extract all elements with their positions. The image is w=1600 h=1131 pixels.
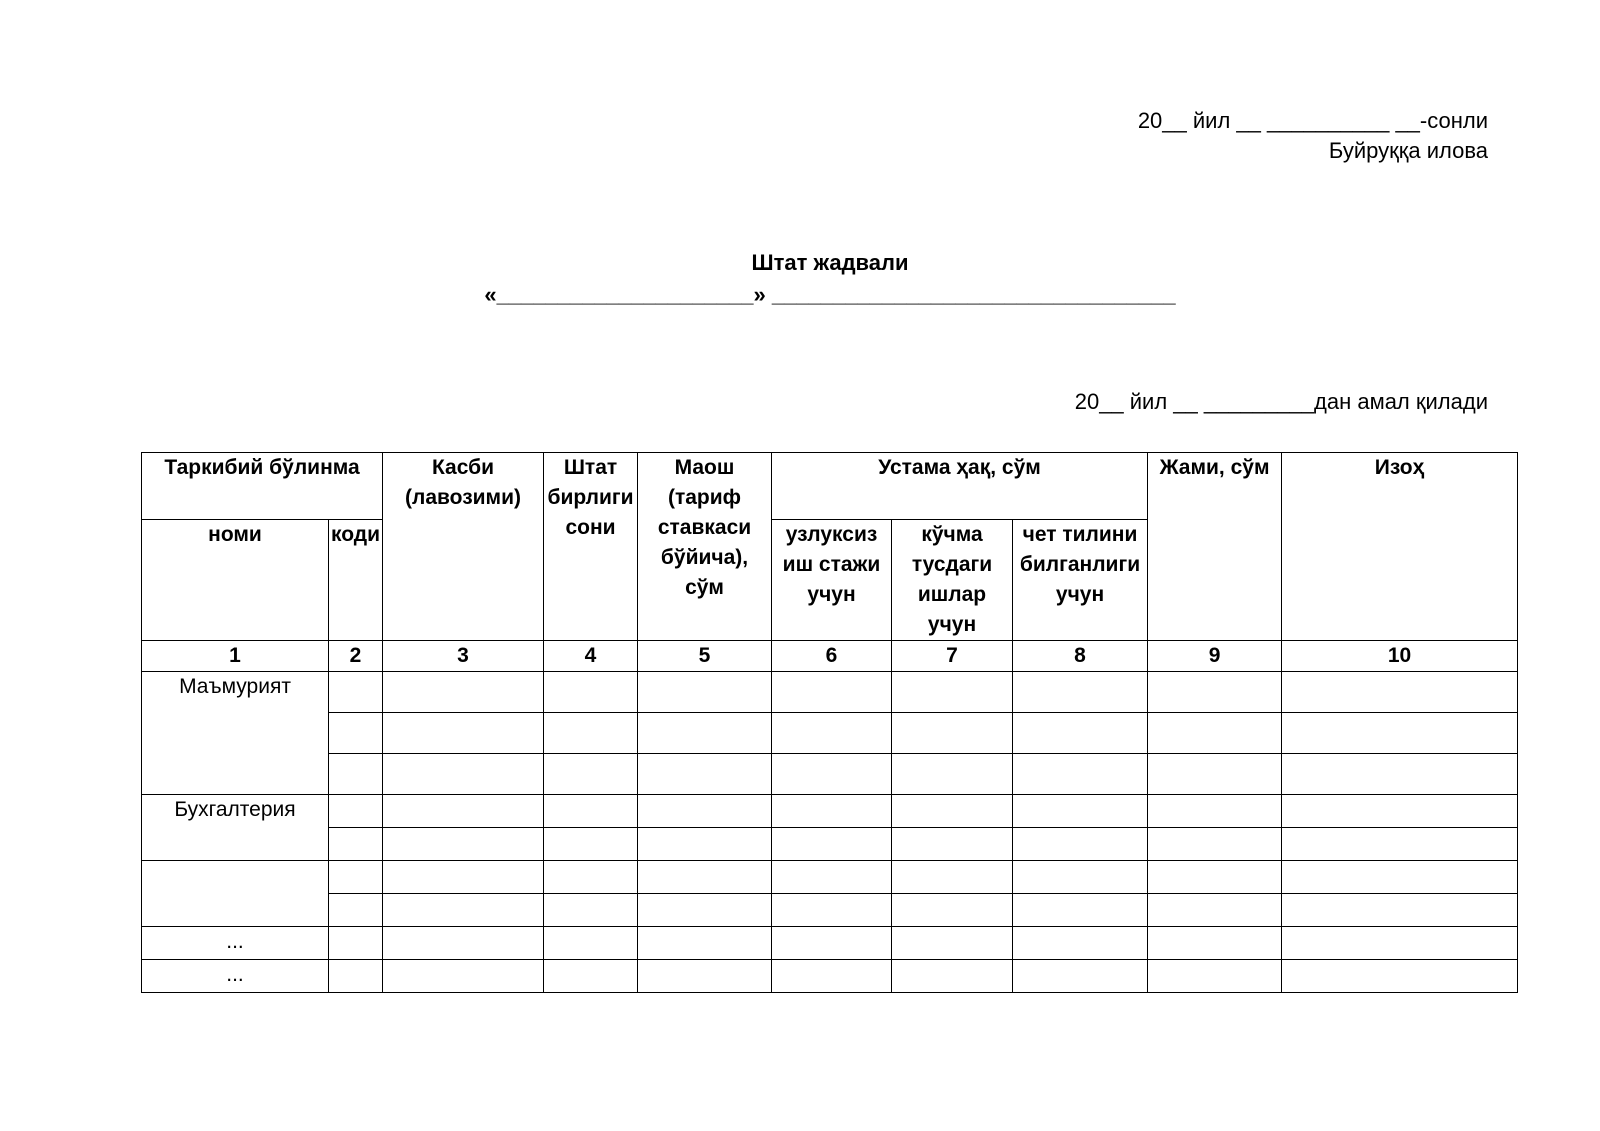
header-staff-units: Штат бирлиги сони <box>544 453 638 641</box>
header-unit-name: номи <box>142 520 329 641</box>
header-bonus: Устама ҳақ, сўм <box>772 453 1148 520</box>
column-number: 9 <box>1148 641 1282 672</box>
table-row <box>142 894 1518 927</box>
header-notes: Изоҳ <box>1282 453 1518 641</box>
header-position: Касби (лавозими) <box>383 453 544 641</box>
document-title-block <box>0 247 1600 311</box>
unit-name-accounting: Бухгалтерия <box>142 795 329 861</box>
column-number: 10 <box>1282 641 1518 672</box>
appendix-note <box>1138 106 1488 166</box>
column-number: 8 <box>1013 641 1148 672</box>
table-row <box>142 927 1518 960</box>
unit-name-ellipsis: ... <box>142 960 329 993</box>
header-salary: Маош (тариф ставкаси бўйича), сўм <box>638 453 772 641</box>
header-bonus-language: чет тилини билганлиги учун <box>1013 520 1148 641</box>
table-row <box>142 795 1518 828</box>
column-number-row <box>142 641 1518 672</box>
table-row <box>142 828 1518 861</box>
table-row <box>142 713 1518 754</box>
column-number: 1 <box>142 641 329 672</box>
column-number: 5 <box>638 641 772 672</box>
header-total: Жами, сўм <box>1148 453 1282 641</box>
header-unit: Таркибий бўлинма <box>142 453 383 520</box>
header-bonus-mobile: кўчма тусдаги ишлар учун <box>892 520 1013 641</box>
document-title: Штат жадвали <box>751 250 909 275</box>
column-number: 4 <box>544 641 638 672</box>
header-bonus-seniority: узлуксиз иш стажи учун <box>772 520 892 641</box>
table-row <box>142 960 1518 993</box>
column-number: 3 <box>383 641 544 672</box>
organization-name-line: «_____________________» _________________________________ <box>484 282 1176 307</box>
staff-schedule-table <box>141 452 1518 993</box>
table-row <box>142 861 1518 894</box>
effective-date-line: 20__ йил __ _________дан амал қилади <box>1074 389 1488 414</box>
appendix-order-line: 20__ йил __ __________ __-сонли <box>1137 108 1488 133</box>
unit-name-empty <box>142 861 329 927</box>
unit-name-administration: Маъмурият <box>142 672 329 795</box>
unit-name-ellipsis: ... <box>142 927 329 960</box>
column-number: 7 <box>892 641 1013 672</box>
table-row <box>142 754 1518 795</box>
column-number: 6 <box>772 641 892 672</box>
appendix-label: Буйруққа илова <box>1328 138 1488 163</box>
header-unit-code: коди <box>329 520 383 641</box>
table-row <box>142 672 1518 713</box>
column-number: 2 <box>329 641 383 672</box>
